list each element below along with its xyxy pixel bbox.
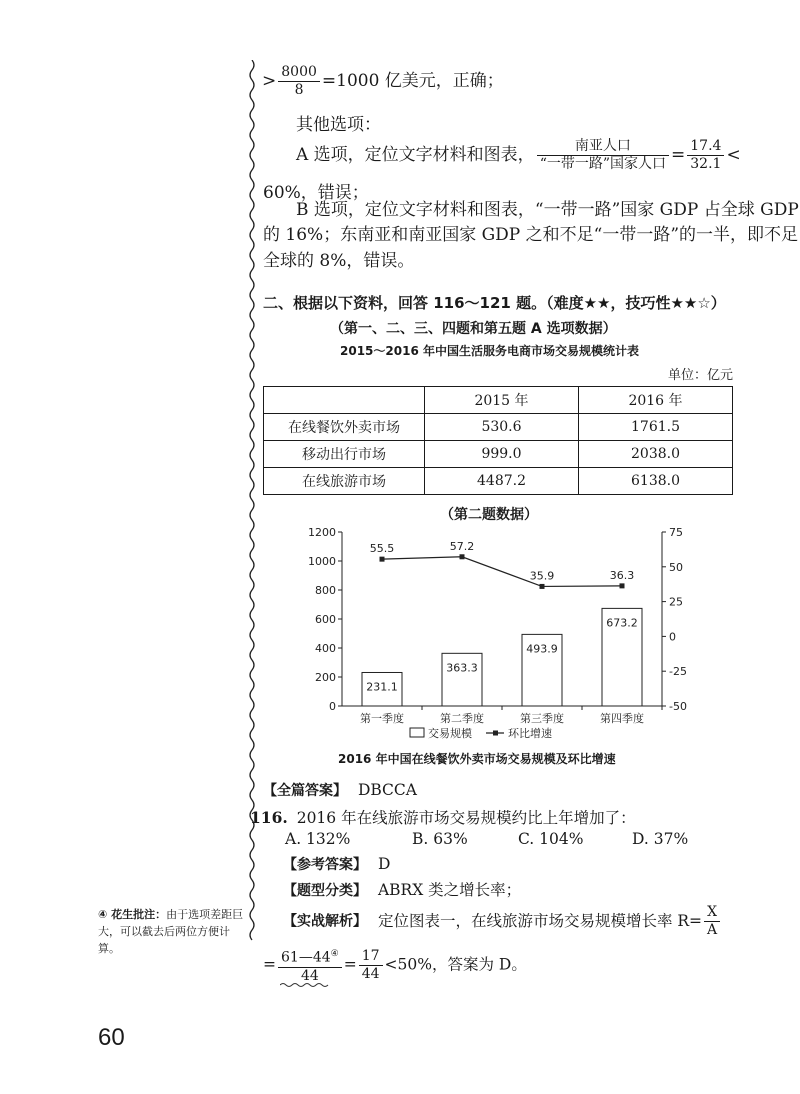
y-left-tick-label: 1000 <box>308 555 336 568</box>
equals-sign: = <box>263 955 276 974</box>
y-right-tick-label: -25 <box>669 665 687 679</box>
option-a: A. 132% <box>285 830 351 848</box>
line-data-label: 36.3 <box>609 568 635 582</box>
table-row <box>264 468 733 495</box>
fraction-numerator: 8000 <box>278 64 320 82</box>
fraction-numerator: 南亚人口 <box>537 138 669 156</box>
series-line <box>382 557 622 587</box>
fraction-x-a <box>704 904 720 939</box>
y-left-tick-label: 1200 <box>308 526 336 539</box>
bar-data-label: 493.9 <box>526 642 558 656</box>
side-note-text: 由于选项差距巨大，可以截去后两位方便计算。 <box>98 908 244 955</box>
y-left-tick-label: 600 <box>315 613 336 626</box>
question-number: 116. <box>250 808 288 827</box>
table-cell: 在线旅游市场 <box>264 468 425 495</box>
option-c: C. 104% <box>518 830 584 848</box>
line-data-label: 35.9 <box>529 569 555 583</box>
table-header-cell: 2015 年 <box>425 387 579 414</box>
question-type-label: 【题型分类】 <box>283 883 367 899</box>
y-left-tick-label: 0 <box>329 700 336 713</box>
question-type-line <box>283 878 521 900</box>
option-b: B. 63% <box>412 830 468 848</box>
line-frac-result <box>262 64 504 99</box>
bar-data-label: 673.2 <box>606 616 638 630</box>
chart-title: 2016 年中国在线餐饮外卖市场交易规模及环比增速 <box>338 752 616 766</box>
table-header-row <box>264 387 733 414</box>
y-right-tick-label: 50 <box>669 560 683 574</box>
table-header-cell: 2016 年 <box>579 387 733 414</box>
y-left-tick-label: 400 <box>315 642 336 655</box>
other-options-label: 其他选项： <box>296 115 381 135</box>
line-point <box>460 554 465 559</box>
table-cell: 4487.2 <box>425 468 579 495</box>
table-cell: 2038.0 <box>579 441 733 468</box>
fraction-17-4-32-1 <box>687 138 724 173</box>
stats-table <box>263 386 733 495</box>
bar-data-label: 231.1 <box>366 680 398 694</box>
y-left-tick-label: 800 <box>315 584 336 597</box>
legend-label: 交易规模 <box>428 727 472 740</box>
table-cell: 530.6 <box>425 414 579 441</box>
fraction-numerator: X <box>704 904 720 922</box>
table-cell: 在线餐饮外卖市场 <box>264 414 425 441</box>
annotation-marker: ④ <box>330 949 339 959</box>
fraction-denominator: A <box>707 922 718 938</box>
legend-bar-swatch <box>410 728 424 737</box>
combo-chart <box>300 520 700 770</box>
chart-heading: （第二题数据） <box>440 507 538 523</box>
table-header-cell <box>264 387 425 414</box>
b-option-line-2: 的 16%；东南亚和南亚国家 GDP 之和不足“一带一路”的一半，即不足 <box>263 225 799 245</box>
greater-sign: > <box>262 71 277 91</box>
analysis-line <box>283 904 722 939</box>
section-sub-heading: （第一、二、三、四题和第五题 A 选项数据） <box>330 321 617 337</box>
reference-answer-value: D <box>377 855 391 873</box>
fraction-numerator: 17 <box>359 948 383 966</box>
side-note-label: ④ 花生批注： <box>98 908 167 921</box>
table-row <box>264 441 733 468</box>
table-unit: 单位：亿元 <box>668 368 734 383</box>
reference-answer-label: 【参考答案】 <box>283 857 367 873</box>
fraction-numerator <box>278 946 342 968</box>
option-d: D. 37% <box>632 830 689 848</box>
fraction-denominator: “一带一路”国家人口 <box>539 156 667 172</box>
y-right-tick-label: 75 <box>669 526 683 539</box>
margin-wavy-line <box>246 60 258 1010</box>
calculation-line <box>263 946 527 985</box>
section-heading: 二、根据以下资料，回答 116～121 题。（难度★★，技巧性★★☆） <box>263 294 726 312</box>
x-tick-label: 第一季度 <box>360 712 404 725</box>
legend-line-marker <box>493 731 498 736</box>
fraction-61-44 <box>278 946 342 985</box>
question-116 <box>250 806 636 828</box>
fraction-17-44 <box>359 948 383 983</box>
fraction-denominator: 32.1 <box>690 156 722 172</box>
b-option-line-3: 全球的 8%，错误。 <box>263 251 415 271</box>
y-right-tick-label: 25 <box>669 595 683 609</box>
analysis-text: 定位图表一，在线旅游市场交易规模增长率 R= <box>377 911 703 930</box>
a-option-text: A 选项，定位文字材料和图表， <box>296 145 535 165</box>
fraction-8000-8 <box>278 64 320 99</box>
table-row <box>264 414 733 441</box>
fraction-numerator-text: 61—44 <box>281 949 331 966</box>
question-text: 2016 年在线旅游市场交易规模约比上年增加了： <box>296 809 636 827</box>
a-option-line <box>296 138 741 173</box>
page-number: 60 <box>98 1024 125 1051</box>
equals-sign: = <box>343 955 357 974</box>
b-option-line-1: B 选项，定位文字材料和图表，“一带一路”国家 GDP 占全球 GDP <box>296 200 799 220</box>
equals-sign: = <box>671 145 686 165</box>
table-cell: 6138.0 <box>579 468 733 495</box>
fraction-numerator: 17.4 <box>687 138 724 156</box>
analysis-label: 【实战解析】 <box>283 913 367 930</box>
result-text: =1000 亿美元，正确； <box>321 71 504 91</box>
full-answer-value: DBCCA <box>357 781 417 799</box>
y-right-tick-label: -50 <box>669 700 687 713</box>
line-point <box>380 557 385 562</box>
a-option-conclusion: 60%，错误； <box>263 183 369 203</box>
line-point <box>620 583 625 588</box>
line-data-label: 55.5 <box>369 542 395 556</box>
line-data-label: 57.2 <box>449 539 475 553</box>
line-point <box>540 584 545 589</box>
calculation-conclusion: <50%，答案为 D。 <box>384 955 527 974</box>
wavy-underline <box>280 982 330 988</box>
bar-data-label: 363.3 <box>446 661 478 675</box>
y-right-tick-label: 0 <box>669 630 676 644</box>
reference-answer-line <box>283 854 390 874</box>
fraction-denominator: 8 <box>294 82 304 98</box>
fraction-denominator: 44 <box>361 965 380 982</box>
fraction-denominator: 44 <box>300 967 319 984</box>
side-note <box>98 906 248 957</box>
table-title: 2015～2016 年中国生活服务电商市场交易规模统计表 <box>340 344 639 358</box>
fraction-population <box>537 138 669 173</box>
table-cell: 1761.5 <box>579 414 733 441</box>
x-tick-label: 第四季度 <box>600 712 644 725</box>
less-than-sign: < <box>726 145 741 165</box>
question-type-value: ABRX 类之增长率； <box>377 881 522 899</box>
legend-label: 环比增速 <box>508 727 552 740</box>
full-answer-label: 【全篇答案】 <box>263 783 347 799</box>
x-tick-label: 第三季度 <box>520 712 564 725</box>
x-tick-label: 第二季度 <box>440 712 484 725</box>
full-answer-line <box>263 780 417 800</box>
y-left-tick-label: 200 <box>315 671 336 684</box>
table-cell: 移动出行市场 <box>264 441 425 468</box>
table-cell: 999.0 <box>425 441 579 468</box>
